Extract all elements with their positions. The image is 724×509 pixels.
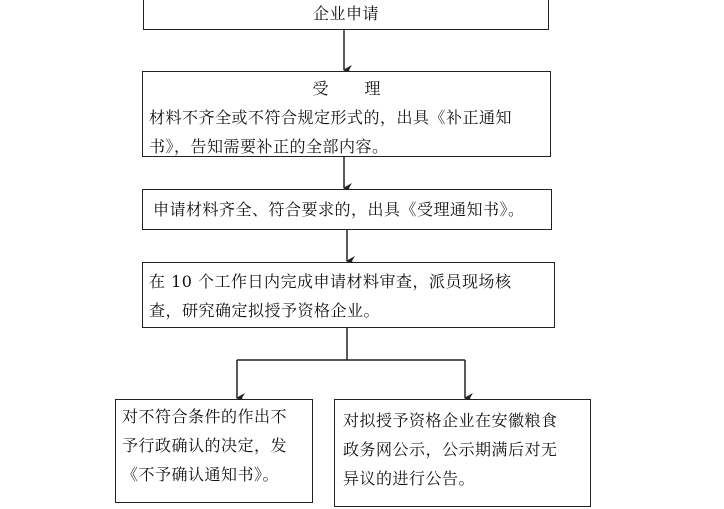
step-reject-decision-line-2: 予行政确认的决定，发 <box>122 436 288 455</box>
step-reject-decision-line-3: 《不予确认通知书》。 <box>122 465 280 484</box>
step-acceptance <box>142 71 551 157</box>
step-material-review <box>142 262 555 328</box>
step-reject-decision <box>115 399 313 503</box>
step-acceptance-notice <box>142 189 552 230</box>
step-acceptance-notice-text: 申请材料齐全、符合要求的，出具《受理通知书》。 <box>153 200 525 219</box>
step-acceptance-title-left: 受 <box>312 79 329 98</box>
step-acceptance-title-right: 理 <box>364 79 381 98</box>
step-enterprise-application <box>143 0 549 30</box>
step-public-announcement <box>334 399 591 507</box>
step-reject-decision-line-1: 对不符合条件的作出不 <box>122 407 288 426</box>
step-material-review-line-2: 查，研究确定拟授予资格企业。 <box>149 301 381 320</box>
step-acceptance-line-2: 书》，告知需要补正的全部内容。 <box>149 137 389 156</box>
step-material-review-line-1: 在 10 个工作日内完成申请材料审查，派员现场核 <box>149 272 512 291</box>
step-enterprise-application-text: 企业申请 <box>312 4 379 23</box>
step-acceptance-line-1: 材料不齐全或不符合规定形式的，出具《补正通知 <box>149 108 513 127</box>
step-acceptance-title <box>149 74 544 103</box>
step-public-announcement-line-1: 对拟授予资格企业在安徽粮食 <box>343 411 558 430</box>
step-public-announcement-line-2: 政务网公示，公示期满后对无 <box>343 440 558 459</box>
step-public-announcement-line-3: 异议的进行公告。 <box>343 469 476 488</box>
